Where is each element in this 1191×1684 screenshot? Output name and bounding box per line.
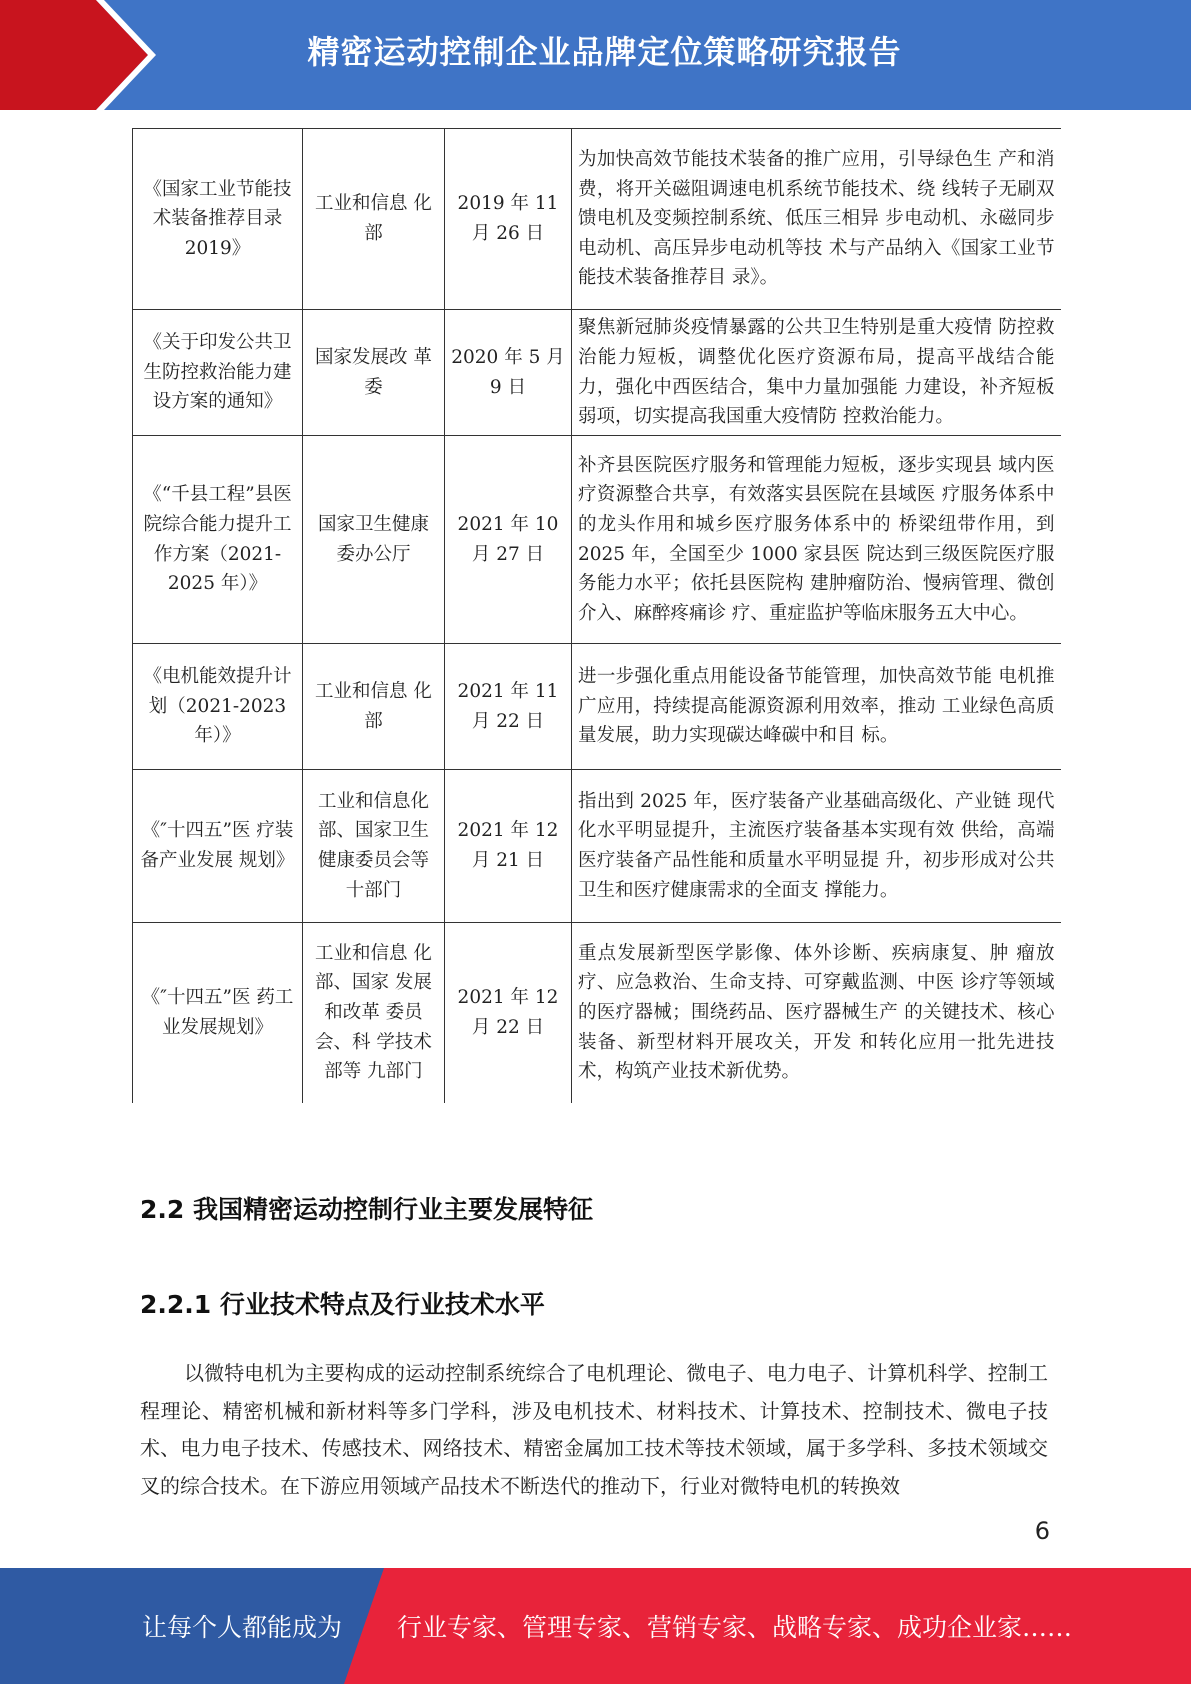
table-row [133,770,1061,923]
page-number: 6 [1034,1517,1050,1545]
table-row [133,644,1061,770]
issue-date: 2021 年 12 月 21 日 [445,770,572,923]
issue-date: 2020 年 5 月 9 日 [445,310,572,436]
policy-description: 补齐县医院医疗服务和管理能力短板，逐步实现县 域内医疗资源整合共享，有效落实县医院在县域医 疗服务体系中的龙头作用和城乡医疗服务体系中的 桥梁纽带作用，到 2025 年，全国至少 1000 家县医 院达到三级医院医疗服务能力水平；依托县医院构 建肿瘤防治、慢病管理、微创介入、麻醉疼痛诊 疗、重症监护等临床服务五大中心。 [572,436,1061,644]
issue-date: 2021 年 12 月 22 日 [445,923,572,1103]
policy-name: 《国家工业节能技术装备推荐目录 2019》 [133,129,303,310]
body-paragraph: 以微特电机为主要构成的运动控制系统综合了电机理论、微电子、电力电子、计算机科学、控制工程理论、精密机械和新材料等多门学科，涉及电机技术、材料技术、计算技术、控制技术、微电子技术、电力电子技术、传感技术、网络技术、精密金属加工技术等技术领域，属于多学科、多技术领域交叉的综合技术。在下游应用领域产品技术不断迭代的推动下，行业对微特电机的转换效 [140,1361,1048,1498]
issue-date: 2021 年 10 月 27 日 [445,436,572,644]
issue-date: 2019 年 11 月 26 日 [445,129,572,310]
policy-description: 聚焦新冠肺炎疫情暴露的公共卫生特别是重大疫情 防控救治能力短板，调整优化医疗资源布局，提高平战结合能力，强化中西医结合，集中力量加强能 力建设，补齐短板弱项，切实提高我国重大疫情防 控救治能力。 [572,310,1061,436]
policy-description: 进一步强化重点用能设备节能管理，加快高效节能 电机推广应用，持续提高能源资源利用效率，推动 工业绿色高质量发展，助力实现碳达峰碳中和目 标。 [572,644,1061,770]
issuing-department: 国家发展改 革委 [303,310,445,436]
issue-date: 2021 年 11 月 22 日 [445,644,572,770]
table-row [133,436,1061,644]
table-row [133,129,1061,310]
policy-table [132,128,1060,1103]
policy-name: 《关于印发公共卫生防控救治能力建设方案的通知》 [133,310,303,436]
page-header [0,0,1191,112]
policy-name: 《″十四五”医 药工业发展规划》 [133,923,303,1103]
table-row [133,923,1061,1103]
report-title: 精密运动控制企业品牌定位策略研究报告 [307,33,902,71]
issuing-department: 工业和信息 化部、国家 发展和改革 委员会、科 学技术部等 九部门 [303,923,445,1103]
page-footer [0,1568,1191,1684]
policy-description: 为加快高效节能技术装备的推广应用，引导绿色生 产和消费，将开关磁阻调速电机系统节能技术、绕 线转子无刷双馈电机及变频控制系统、低压三相异 步电动机、永磁同步电动机、高压异步电动机等技 术与产品纳入《国家工业节能技术装备推荐目 录》。 [572,129,1061,310]
table-row [133,310,1061,436]
section-heading-2-2: 2.2 我国精密运动控制行业主要发展特征 [140,1195,593,1224]
issuing-department: 工业和信息化部、国家卫生健康委员会等十部门 [303,770,445,923]
footer-slogan-left: 让每个人都能成为 [142,1613,343,1642]
policy-name: 《电机能效提升计划（2021-2023 年）》 [133,644,303,770]
policy-name: 《“千县工程”县医院综合能力提升工作方案（2021-2025 年）》 [133,436,303,644]
issuing-department: 工业和信息 化部 [303,129,445,310]
section-heading-2-2-1: 2.2.1 行业技术特点及行业技术水平 [140,1290,545,1319]
policy-description: 重点发展新型医学影像、体外诊断、疾病康复、肿 瘤放疗、应急救治、生命支持、可穿戴监测、中医 诊疗等领域的医疗器械；围绕药品、医疗器械生产 的关键技术、核心装备、新型材料开展攻关，开发 和转化应用一批先进技术，构筑产业技术新优势。 [572,923,1061,1103]
footer-slogan-right: 行业专家、管理专家、营销专家、战略专家、成功企业家…… [397,1613,1073,1642]
policy-name: 《″十四五”医 疗装备产业发展 规划》 [133,770,303,923]
issuing-department: 国家卫生健康委办公厅 [303,436,445,644]
policy-description: 指出到 2025 年，医疗装备产业基础高级化、产业链 现代化水平明显提升，主流医疗装备基本实现有效 供给，高端医疗装备产品性能和质量水平明显提 升，初步形成对公共卫生和医疗健康需求的全面支 撑能力。 [572,770,1061,923]
issuing-department: 工业和信息 化部 [303,644,445,770]
